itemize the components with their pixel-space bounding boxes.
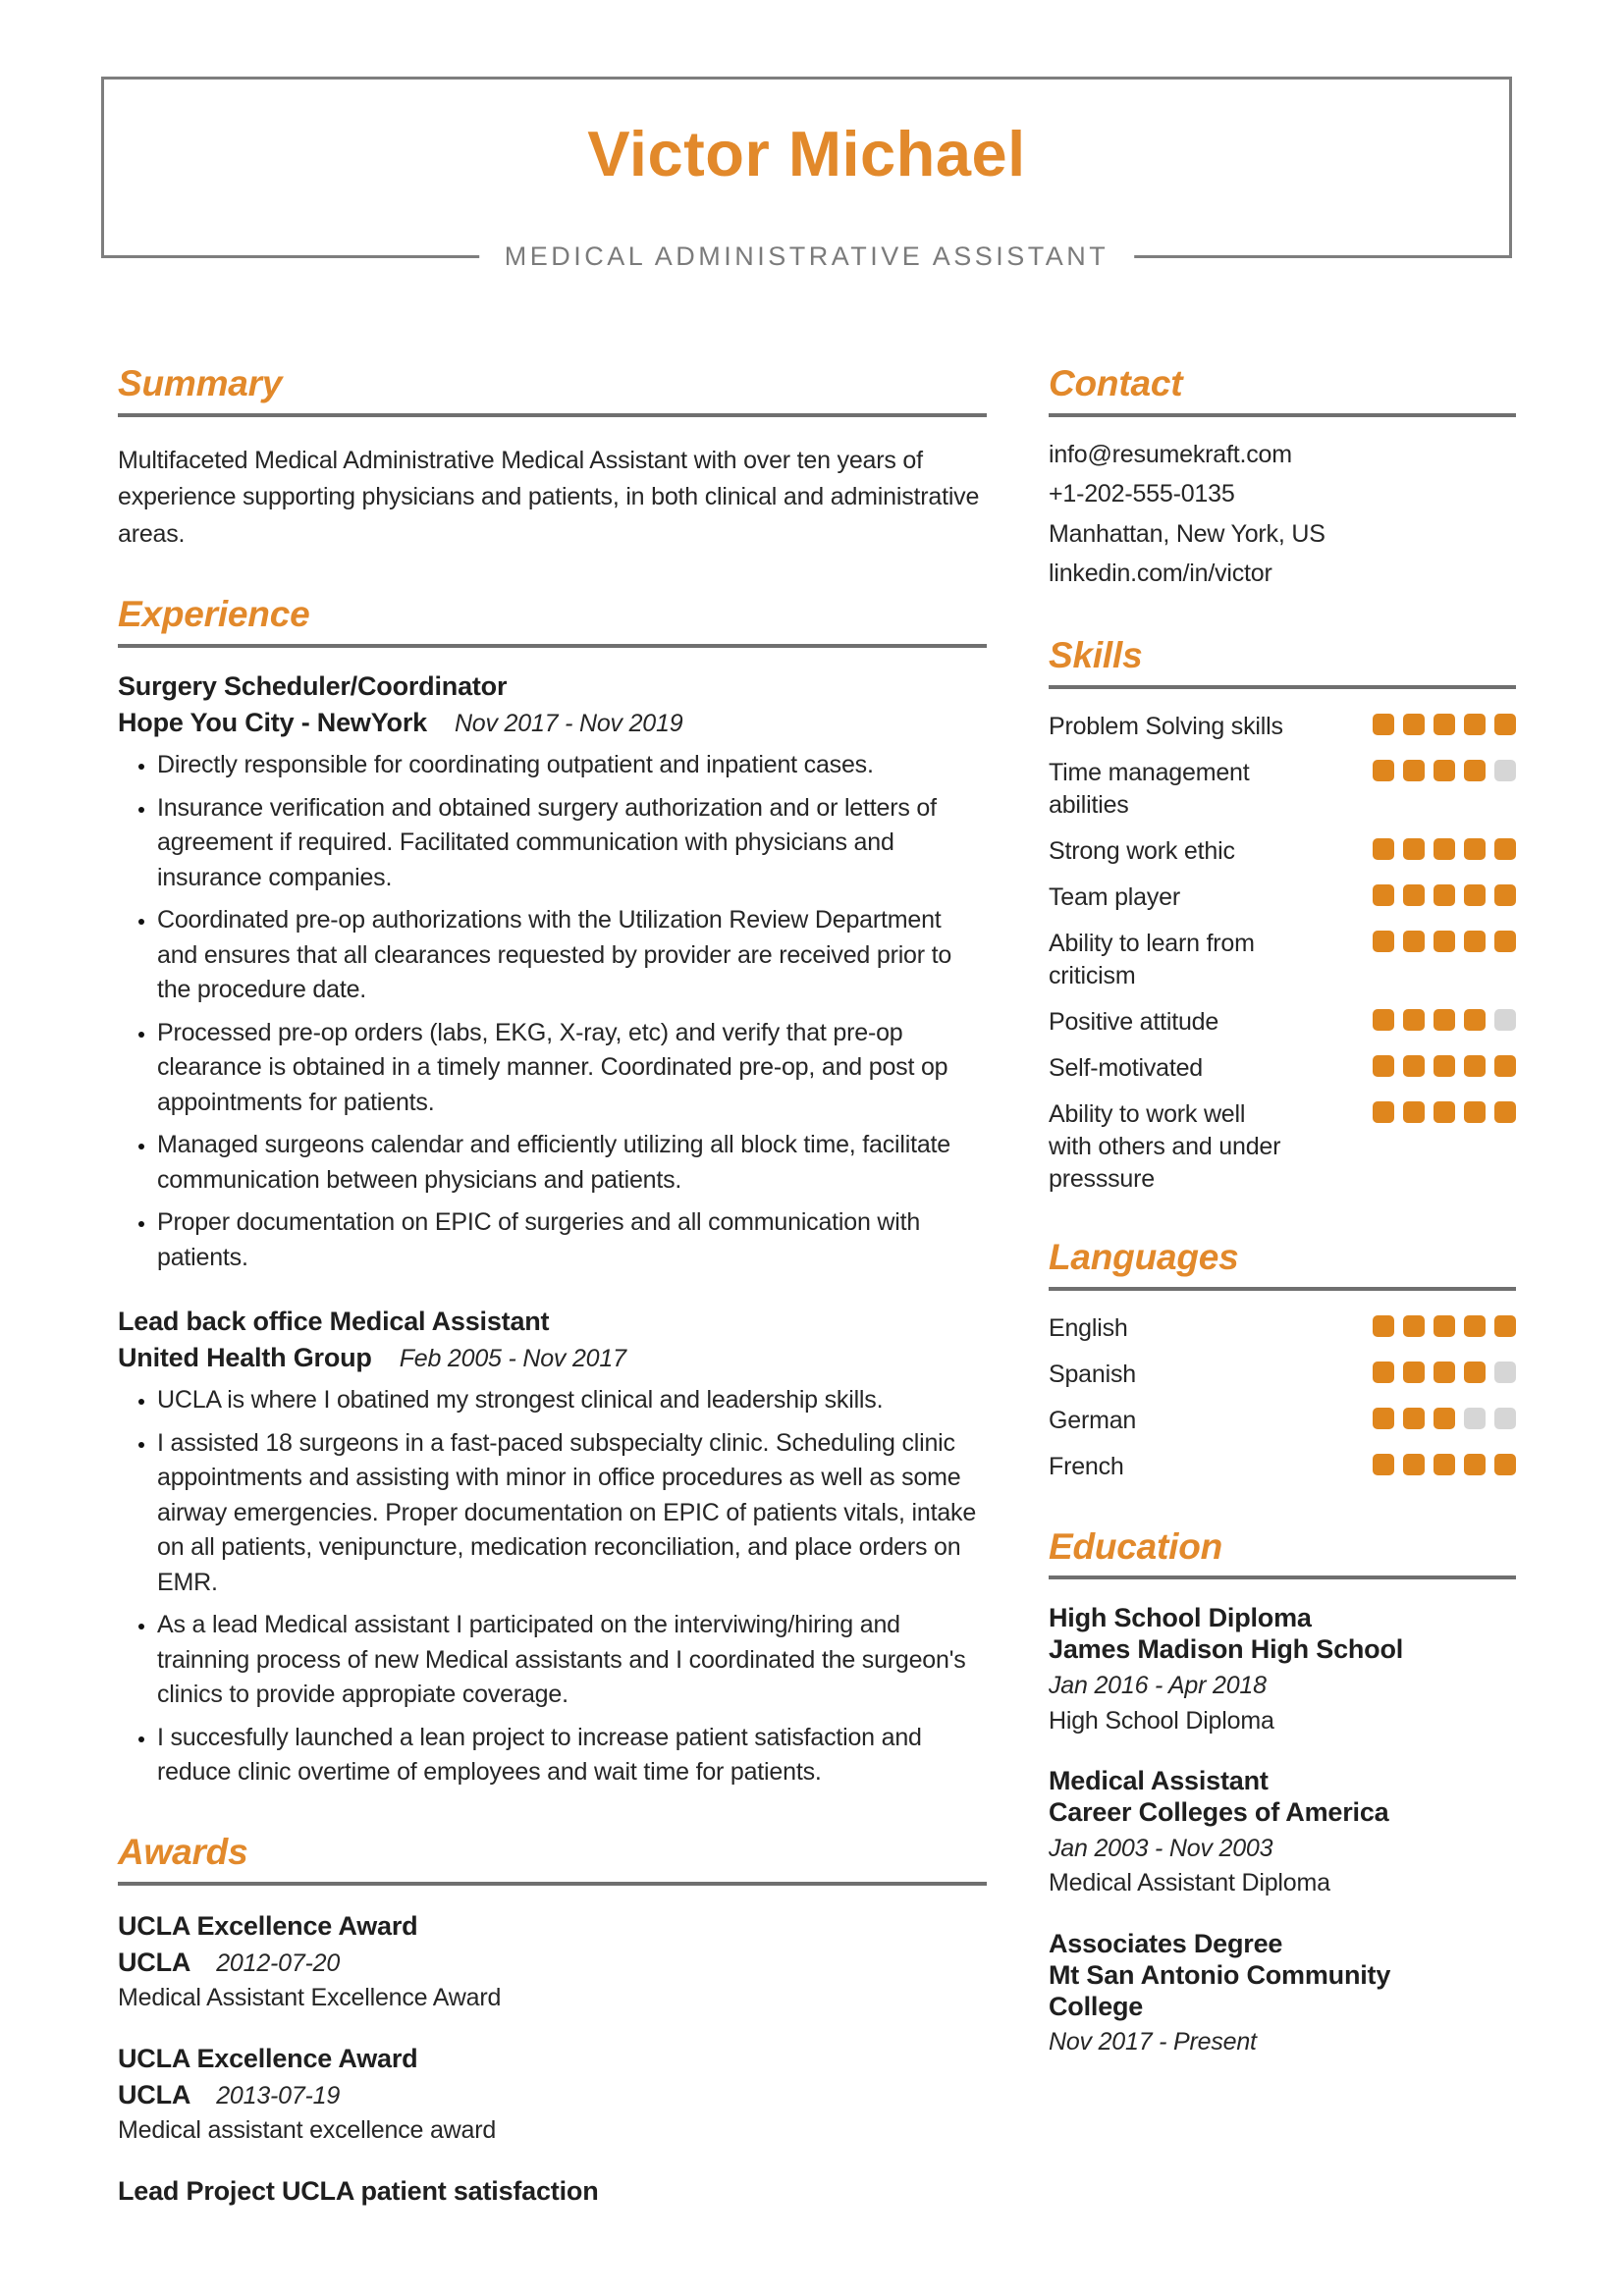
rating-squares — [1373, 1312, 1516, 1345]
education-dates: Jan 2016 - Apr 2018 — [1049, 1672, 1267, 1700]
rating-square-filled — [1464, 714, 1486, 735]
rating-squares — [1373, 1098, 1516, 1196]
rating-squares — [1373, 1006, 1516, 1039]
award-date: 2013-07-19 — [216, 2081, 341, 2109]
job-bullet: • Coordinated pre-op authorizations with the Utilization Review Department and ensures that all clearances requested by provider are received prior to the procedure date. — [157, 903, 987, 1008]
languages-section — [1049, 1236, 1516, 1483]
contact-line: info@resumekraft.com — [1049, 440, 1292, 468]
rating-square-filled — [1373, 1315, 1394, 1337]
rating-label: Problem Solving skills — [1049, 712, 1283, 740]
skill-row — [1049, 1052, 1516, 1085]
education-degree: High School Diploma — [1049, 1603, 1312, 1633]
language-row — [1049, 1312, 1516, 1345]
rating-square-filled — [1403, 1009, 1425, 1031]
rating-square-filled — [1373, 1362, 1394, 1383]
rating-square-filled — [1494, 1454, 1516, 1475]
job-bullet: • Processed pre-op orders (labs, EKG, X-ray, etc) and verify that pre-op clearance is obtained in a timely manner. Coordinated pre-op, and post op appointments for patients. — [157, 1016, 987, 1121]
award-date: 2012-07-20 — [216, 1949, 341, 1977]
experience-section — [118, 596, 987, 1789]
rating-squares — [1373, 1405, 1516, 1437]
rating-square-filled — [1434, 760, 1455, 781]
education-entry — [1049, 1929, 1471, 2058]
section-rule — [1049, 1575, 1516, 1579]
education-school: Mt San Antonio Community College — [1049, 1959, 1391, 2021]
rating-label: German — [1049, 1406, 1137, 1434]
rating-label: Team player — [1049, 882, 1180, 911]
awards-section — [118, 1831, 987, 2207]
rating-square-filled — [1464, 931, 1486, 952]
contact-section — [1049, 365, 1516, 594]
contact-heading: Contact — [1049, 363, 1183, 403]
rating-square-filled — [1373, 1408, 1394, 1429]
rating-squares — [1373, 1359, 1516, 1391]
rating-square-filled — [1464, 1055, 1486, 1077]
rating-square-filled — [1464, 760, 1486, 781]
rating-square-filled — [1373, 1055, 1394, 1077]
rating-square-filled — [1464, 838, 1486, 860]
section-rule — [118, 1882, 987, 1886]
skill-row — [1049, 711, 1516, 743]
award-title: UCLA Excellence Award — [118, 2043, 418, 2073]
job-list — [118, 671, 987, 1790]
rating-square-filled — [1403, 760, 1425, 781]
summary-text: Multifaceted Medical Administrative Medical Assistant with over ten years of experience supporting physicians and patients, in both clinical and administrative areas. — [118, 446, 980, 548]
header-box — [101, 77, 1512, 271]
rating-squares — [1373, 881, 1516, 914]
award-description: Medical assistant excellence award — [118, 2115, 497, 2144]
rating-square-filled — [1434, 1408, 1455, 1429]
job-bullet: • UCLA is where I obatined my strongest clinical and leadership skills. — [157, 1383, 987, 1418]
person-title: MEDICAL ADMINISTRATIVE ASSISTANT — [479, 241, 1135, 272]
language-list — [1049, 1312, 1516, 1483]
section-rule — [118, 644, 987, 648]
job-bullet: • As a lead Medical assistant I participated on the interviwing/hiring and trainning process of new Medical assistants and I coordinated the surgeon's clinics to provide appropiate coverage. — [157, 1608, 987, 1713]
rating-squares — [1373, 757, 1516, 822]
rating-square-filled — [1434, 1315, 1455, 1337]
award-entry — [118, 1911, 987, 2012]
education-dates: Jan 2003 - Nov 2003 — [1049, 1834, 1273, 1862]
rating-square-filled — [1494, 714, 1516, 735]
education-note: Medical Assistant Diploma — [1049, 1869, 1330, 1897]
job-entry — [118, 1307, 987, 1790]
job-title: Surgery Scheduler/Coordinator — [118, 671, 508, 702]
left-column — [118, 365, 987, 2250]
contact-line: +1-202-555-0135 — [1049, 480, 1235, 508]
rating-square-filled — [1403, 1101, 1425, 1123]
job-company-line — [118, 708, 987, 738]
award-list — [118, 1911, 987, 2207]
rating-square-filled — [1434, 714, 1455, 735]
education-note: High School Diploma — [1049, 1706, 1274, 1735]
education-entry — [1049, 1603, 1471, 1736]
rating-squares — [1373, 835, 1516, 868]
rating-label: Ability to work well with others and under presssure — [1049, 1099, 1281, 1193]
skill-row — [1049, 1006, 1516, 1039]
section-rule — [118, 413, 987, 417]
rating-square-filled — [1464, 1315, 1486, 1337]
education-section — [1049, 1525, 1516, 2058]
rating-squares — [1373, 1052, 1516, 1085]
rating-square-filled — [1373, 1009, 1394, 1031]
rating-label: Time management abilities — [1049, 758, 1250, 819]
job-company: Hope You City - NewYork — [118, 708, 427, 738]
skills-section — [1049, 634, 1516, 1196]
languages-heading: Languages — [1049, 1236, 1239, 1277]
education-degree: Associates Degree — [1049, 1928, 1283, 1958]
education-degree: Medical Assistant — [1049, 1766, 1269, 1796]
language-row — [1049, 1405, 1516, 1437]
rating-square-filled — [1494, 931, 1516, 952]
rating-label: French — [1049, 1452, 1124, 1480]
award-org: UCLA — [118, 1947, 191, 1977]
rating-square-filled — [1403, 1055, 1425, 1077]
contact-line: Manhattan, New York, US — [1049, 519, 1325, 548]
skill-row — [1049, 928, 1516, 992]
rating-square-filled — [1434, 1055, 1455, 1077]
rating-square-filled — [1494, 1101, 1516, 1123]
rating-square-empty — [1494, 760, 1516, 781]
rating-squares — [1373, 928, 1516, 992]
job-company: United Health Group — [118, 1343, 372, 1373]
summary-section — [118, 365, 987, 553]
rating-square-filled — [1494, 1315, 1516, 1337]
rating-square-filled — [1373, 714, 1394, 735]
rating-square-filled — [1373, 1101, 1394, 1123]
job-bullet: • I succesfully launched a lean project to increase patient satisfaction and reduce clinic overtime of employees and wait time for patients. — [157, 1721, 987, 1790]
rating-label: Self-motivated — [1049, 1053, 1203, 1082]
rating-square-filled — [1434, 1009, 1455, 1031]
education-entry — [1049, 1766, 1471, 1899]
education-school: Career Colleges of America — [1049, 1796, 1389, 1827]
rating-square-empty — [1494, 1362, 1516, 1383]
rating-square-filled — [1403, 1362, 1425, 1383]
rating-square-filled — [1464, 1101, 1486, 1123]
rating-square-empty — [1464, 1408, 1486, 1429]
skill-row — [1049, 881, 1516, 914]
job-bullet: • Directly responsible for coordinating outpatient and inpatient cases. — [157, 748, 987, 783]
rating-square-filled — [1373, 760, 1394, 781]
rating-square-filled — [1434, 884, 1455, 906]
job-dates: Feb 2005 - Nov 2017 — [399, 1345, 626, 1373]
rating-square-empty — [1494, 1009, 1516, 1031]
award-entry — [118, 2044, 987, 2145]
section-rule — [1049, 413, 1516, 417]
award-org: UCLA — [118, 2079, 191, 2109]
job-title: Lead back office Medical Assistant — [118, 1307, 550, 1337]
award-description: Medical Assistant Excellence Award — [118, 1983, 502, 2011]
person-name: Victor Michael — [587, 118, 1026, 189]
experience-heading: Experience — [118, 594, 310, 635]
skill-row — [1049, 835, 1516, 868]
rating-square-filled — [1434, 931, 1455, 952]
language-row — [1049, 1451, 1516, 1483]
education-heading: Education — [1049, 1525, 1223, 1567]
rating-label: English — [1049, 1313, 1128, 1342]
rating-squares — [1373, 711, 1516, 743]
job-bullet: • I assisted 18 surgeons in a fast-paced subspecialty clinic. Scheduling clinic appointments and assisting with minor in office procedures as well as some airway emergencies. Proper documentation on EPIC of patients vitals, intake on all patients, venipuncture, medication reconciliation, and place orders on EMR. — [157, 1426, 987, 1601]
skills-heading: Skills — [1049, 634, 1143, 675]
rating-square-filled — [1373, 884, 1394, 906]
rating-square-filled — [1464, 1009, 1486, 1031]
rating-square-empty — [1494, 1408, 1516, 1429]
rating-square-filled — [1403, 1454, 1425, 1475]
rating-square-filled — [1434, 1362, 1455, 1383]
contact-line: linkedin.com/in/victor — [1049, 560, 1272, 588]
rating-square-filled — [1403, 838, 1425, 860]
job-dates: Nov 2017 - Nov 2019 — [454, 710, 683, 738]
rating-square-filled — [1403, 884, 1425, 906]
award-org-line — [118, 1948, 987, 1978]
rating-square-filled — [1434, 838, 1455, 860]
rating-square-filled — [1403, 1315, 1425, 1337]
rating-square-filled — [1464, 1362, 1486, 1383]
job-bullet: • Managed surgeons calendar and efficiently utilizing all block time, facilitate communication between physicians and patients. — [157, 1128, 987, 1198]
rating-square-filled — [1494, 1055, 1516, 1077]
job-bullets — [118, 748, 987, 1275]
right-column — [1049, 365, 1516, 2102]
rating-squares — [1373, 1451, 1516, 1483]
award-title: UCLA Excellence Award — [118, 1910, 418, 1941]
education-dates: Nov 2017 - Present — [1049, 2028, 1257, 2056]
job-company-line — [118, 1343, 987, 1373]
rating-label: Strong work ethic — [1049, 836, 1235, 865]
rating-label: Spanish — [1049, 1360, 1136, 1388]
education-school: James Madison High School — [1049, 1634, 1404, 1665]
education-list — [1049, 1603, 1471, 2058]
rating-square-filled — [1434, 1101, 1455, 1123]
rating-label: Ability to learn from criticism — [1049, 929, 1255, 989]
rating-square-filled — [1403, 931, 1425, 952]
skill-row — [1049, 1098, 1516, 1196]
job-bullet: • Proper documentation on EPIC of surgeries and all communication with patients. — [157, 1205, 987, 1275]
rating-square-filled — [1434, 1454, 1455, 1475]
job-bullets — [118, 1383, 987, 1790]
summary-heading: Summary — [118, 363, 283, 403]
rating-square-filled — [1373, 931, 1394, 952]
job-entry — [118, 671, 987, 1275]
job-bullet: • Insurance verification and obtained surgery authorization and or letters of agreement if required. Facilitated communication with physicians and insurance companies. — [157, 791, 987, 896]
rating-square-filled — [1464, 884, 1486, 906]
rating-square-filled — [1464, 1454, 1486, 1475]
section-rule — [1049, 685, 1516, 689]
award-title: Lead Project UCLA patient satisfaction — [118, 2175, 599, 2206]
rating-square-filled — [1373, 838, 1394, 860]
rating-square-filled — [1494, 884, 1516, 906]
rating-square-filled — [1494, 838, 1516, 860]
contact-lines — [1049, 435, 1516, 594]
rating-square-filled — [1373, 1454, 1394, 1475]
rating-label: Positive attitude — [1049, 1007, 1219, 1036]
section-rule — [1049, 1287, 1516, 1291]
rating-square-filled — [1403, 714, 1425, 735]
skill-list — [1049, 711, 1516, 1196]
rating-square-filled — [1403, 1408, 1425, 1429]
award-org-line — [118, 2080, 987, 2110]
skill-row — [1049, 757, 1516, 822]
award-entry — [118, 2176, 987, 2207]
language-row — [1049, 1359, 1516, 1391]
awards-heading: Awards — [118, 1831, 248, 1872]
